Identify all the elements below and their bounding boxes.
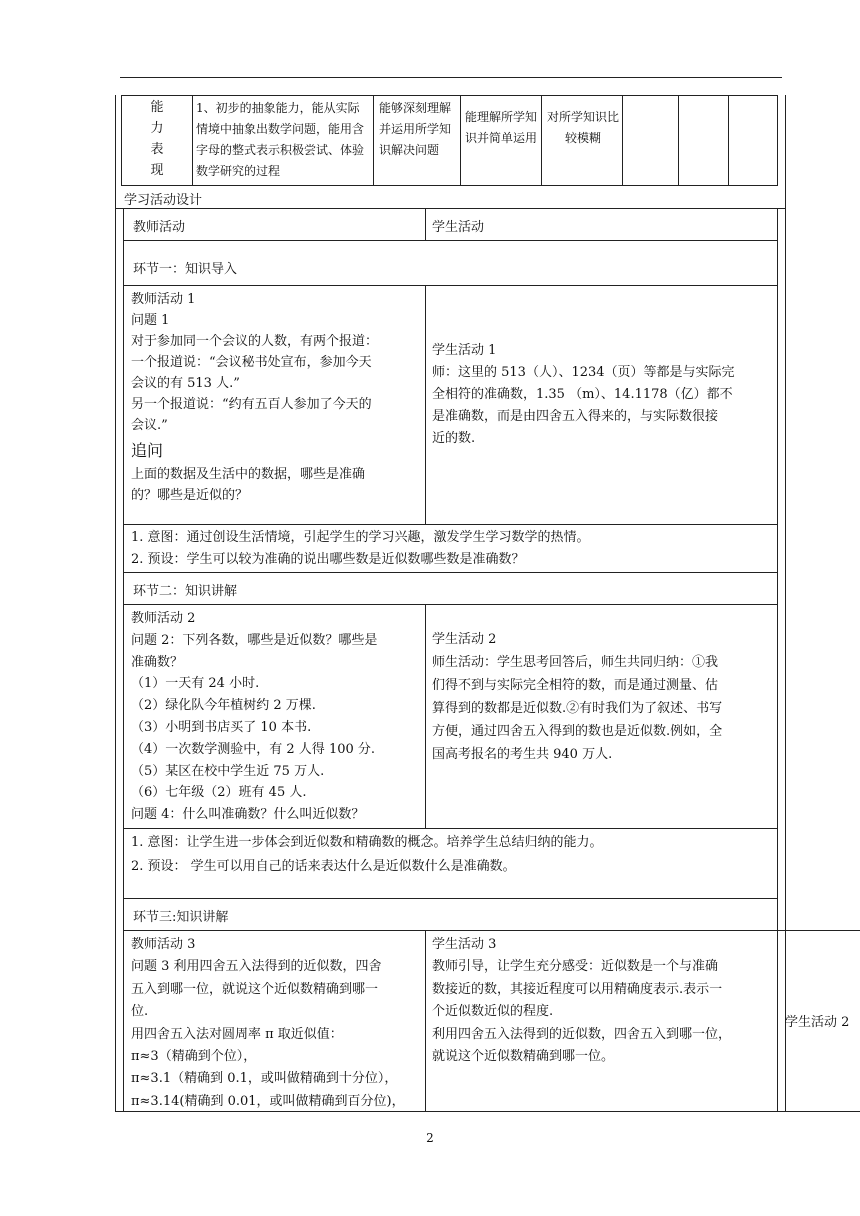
note-preset: 2. 预设：学生可以较为准确的说出哪些数是近似数哪些数是准确数？ [131, 552, 525, 567]
student-activity-header: 学生活动 [432, 220, 485, 235]
student-activity-title: 学生活动 2 [432, 632, 497, 647]
text-line: 国高考报名的考生共 940 万人. [432, 747, 613, 762]
ability-level-3: 能理解所学知识并简单运用 [464, 110, 537, 145]
text-line: 位. [131, 1004, 149, 1020]
text-line: π≈3.14(精确到 0.01，或叫做精确到百分位)， [131, 1093, 405, 1109]
text-line: 数接近的数，其接近程度可以用精确度表示.表示一 [432, 981, 723, 997]
segment-3-student [432, 934, 774, 1068]
text-line: 近的数. [432, 431, 476, 446]
text-line: 就说这个近似数精确到哪一位。 [432, 1049, 615, 1065]
text-line: 用四舍五入法对圆周率 π 取近似值： [131, 1026, 343, 1042]
text-line: 对于参加同一个会议的人数，有两个报道： [131, 334, 379, 349]
text-line: 师生活动：学生思考回答后，师生共同归纳：①我 [432, 655, 719, 670]
segment-2-student [432, 628, 774, 766]
ability-label-char: 力 [150, 121, 164, 136]
text-line: 全相符的准确数，1.35 （m）、14.1178（亿）都不 [432, 387, 733, 402]
ability-level-4: 对所学知识比较模糊 [547, 110, 620, 145]
text-line: 问题 2：下列各数，哪些是近似数？哪些是 [131, 632, 378, 648]
segment-1-title: 环节一：知识导入 [133, 262, 238, 277]
section-title: 学习活动设计 [124, 193, 203, 208]
text-line: 的？哪些是近似的？ [131, 488, 249, 503]
text-line: π≈3（精确到个位）， [131, 1049, 257, 1065]
text-line: （4）一次数学测验中，有 2 人得 100 分. [131, 741, 376, 757]
text-line: 算得到的数都是近似数.②有时我们为了叙述、书写 [432, 701, 723, 716]
text-line: 利用四舍五入法得到的近似数，四舍五入到哪一位， [432, 1026, 732, 1042]
segment-1-teacher [131, 289, 423, 506]
ability-level-1: 1、初步的抽象能力，能从实际情境中抽象出数学问题，能用含字母的整式表示积极尝试、体验数学研究的过程 [196, 101, 365, 178]
text-line: 是准确数，而是由四舍五入得来的，与实际数很接 [432, 409, 719, 424]
text-line: （6）七年级（2）班有 45 人. [131, 785, 307, 801]
note-preset: 2. 预设： 学生可以用自己的话来表达什么是近似数什么是准确数。 [131, 859, 516, 874]
text-line: （2）绿化队今年植树约 2 万棵. [131, 698, 316, 714]
text-line: 一个报道说：“会议秘书处宣布，参加今天 [131, 355, 372, 370]
teacher-activity-header: 教师活动 [133, 220, 186, 235]
text-line: 教师引导，让学生充分感受：近似数是一个与准确 [432, 959, 719, 975]
text-line: 五入到哪一位，就说这个近似数精确到哪一 [131, 981, 379, 997]
followup-title: 追问 [131, 441, 164, 460]
page-number: 2 [426, 1131, 434, 1145]
text-line: 问题 3 利用四舍五入法得到的近似数，四舍 [131, 959, 382, 975]
text-line: （1）一天有 24 小时. [131, 676, 260, 692]
text-line: 师：这里的 513（人）、1234（页）等都是与实际完 [432, 365, 735, 380]
ability-label-char: 能 [150, 100, 164, 115]
teacher-activity-title: 教师活动 1 [131, 292, 196, 307]
segment-1-notes [131, 527, 771, 571]
text-line: 问题 1 [131, 313, 170, 328]
note-intent: 1. 意图：通过创设生活情境，引起学生的学习兴趣，激发学生学习数学的热情。 [131, 530, 590, 545]
text-line: 准确数？ [131, 654, 184, 670]
segment-3-title: 环节三:知识讲解 [133, 910, 229, 925]
ability-label [122, 97, 192, 181]
text-line: （3）小明到书店买了 10 本书. [131, 719, 312, 735]
student-activity-title: 学生活动 3 [432, 937, 497, 952]
text-line: 个近似数近似的程度. [432, 1004, 554, 1020]
text-line: π≈3.1（精确到 0.1，或叫做精确到十分位）， [131, 1071, 398, 1087]
text-line: 上面的数据及生活中的数据，哪些是准确 [131, 467, 366, 482]
text-line: 们得不到与实际完全相符的数，而是通过测量、估 [432, 678, 719, 693]
teacher-activity-title: 教师活动 2 [131, 611, 196, 626]
text-line: 会议.” [131, 418, 168, 433]
student-activity-title: 学生活动 1 [432, 343, 497, 358]
header-rule [120, 77, 782, 78]
text-line: 会议的有 513 人.” [131, 376, 240, 391]
teacher-activity-title: 教师活动 3 [131, 937, 196, 952]
segment-2-notes [131, 831, 771, 879]
text-line: （5）某区在校中学生近 75 万人. [131, 763, 325, 779]
text-line: 问题 4：什么叫准确数？什么叫近似数？ [131, 807, 365, 823]
ability-label-char: 表 [150, 142, 164, 157]
ability-level-2: 能够深刻理解并运用所学知识解决问题 [379, 101, 452, 157]
note-intent: 1. 意图：让学生进一步体会到近似数和精确数的概念。培养学生总结归纳的能力。 [131, 835, 603, 850]
segment-2-teacher [131, 608, 423, 826]
segment-1-student [432, 340, 774, 450]
ability-label-char: 现 [150, 163, 164, 178]
segment-2-title: 环节二：知识讲解 [133, 584, 238, 599]
text-line: 方便，通过四舍五入得到的数也是近似数.例如，全 [432, 724, 723, 739]
side-activity-label: 学生活动 2 [785, 1015, 850, 1030]
text-line: 另一个报道说：“约有五百人参加了今天的 [131, 397, 372, 412]
segment-3-teacher [131, 934, 423, 1113]
